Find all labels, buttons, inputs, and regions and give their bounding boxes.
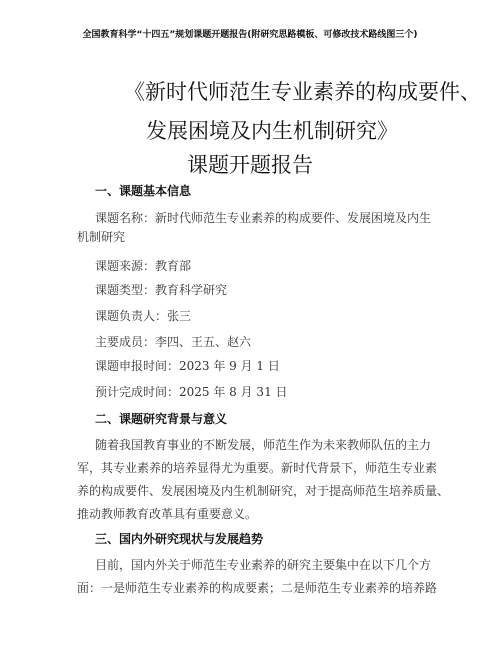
- project-source: 课题来源：教育部: [95, 259, 192, 273]
- project-finish-date: 预计完成时间：2025 年 8 月 31 日: [95, 385, 288, 399]
- section-heading-research-status: 三、国内外研究现状与发展趋势: [95, 532, 264, 546]
- background-paragraph-line-4: 推动教师教育改革具有重要意义。: [77, 507, 258, 521]
- section-heading-basic-info: 一、课题基本信息: [95, 184, 192, 198]
- project-apply-date: 课题申报时间：2023 年 9 月 1 日: [95, 359, 280, 373]
- document-title-line-1: 《新时代师范生专业素养的构成要件、: [124, 80, 481, 104]
- document-header: 全国教育科学“十四五”规划课题开题报告(附研究思路模板、可修改技术路线图三个): [82, 30, 418, 40]
- project-type: 课题类型：教育科学研究: [95, 283, 228, 297]
- section-heading-background: 二、课题研究背景与意义: [95, 412, 228, 426]
- status-paragraph-line-1: 目前，国内外关于师范生专业素养的研究主要集中在以下几个方: [95, 558, 432, 572]
- project-name-line-1: 课题名称：新时代师范生专业素养的构成要件、发展困境及内生: [95, 211, 432, 225]
- background-paragraph-line-1: 随着我国教育事业的不断发展，师范生作为未来教师队伍的主力: [95, 438, 432, 452]
- document-title-line-3: 课题开题报告: [187, 153, 313, 177]
- document-title-line-2: 发展困境及内生机制研究》: [146, 119, 398, 143]
- background-paragraph-line-3: 养的构成要件、发展困境及内生机制研究，对于提高师范生培养质量、: [77, 484, 450, 498]
- project-leader: 课题负责人：张三: [95, 309, 192, 323]
- project-name-line-2: 机制研究: [77, 230, 126, 244]
- project-members: 主要成员：李四、王五、赵六: [95, 335, 252, 349]
- status-paragraph-line-2: 面：一是师范生专业素养的构成要素；二是师范生专业素养的培养路: [77, 581, 438, 595]
- background-paragraph-line-2: 军，其专业素养的培养显得尤为重要。新时代背景下，师范生专业素: [77, 461, 438, 475]
